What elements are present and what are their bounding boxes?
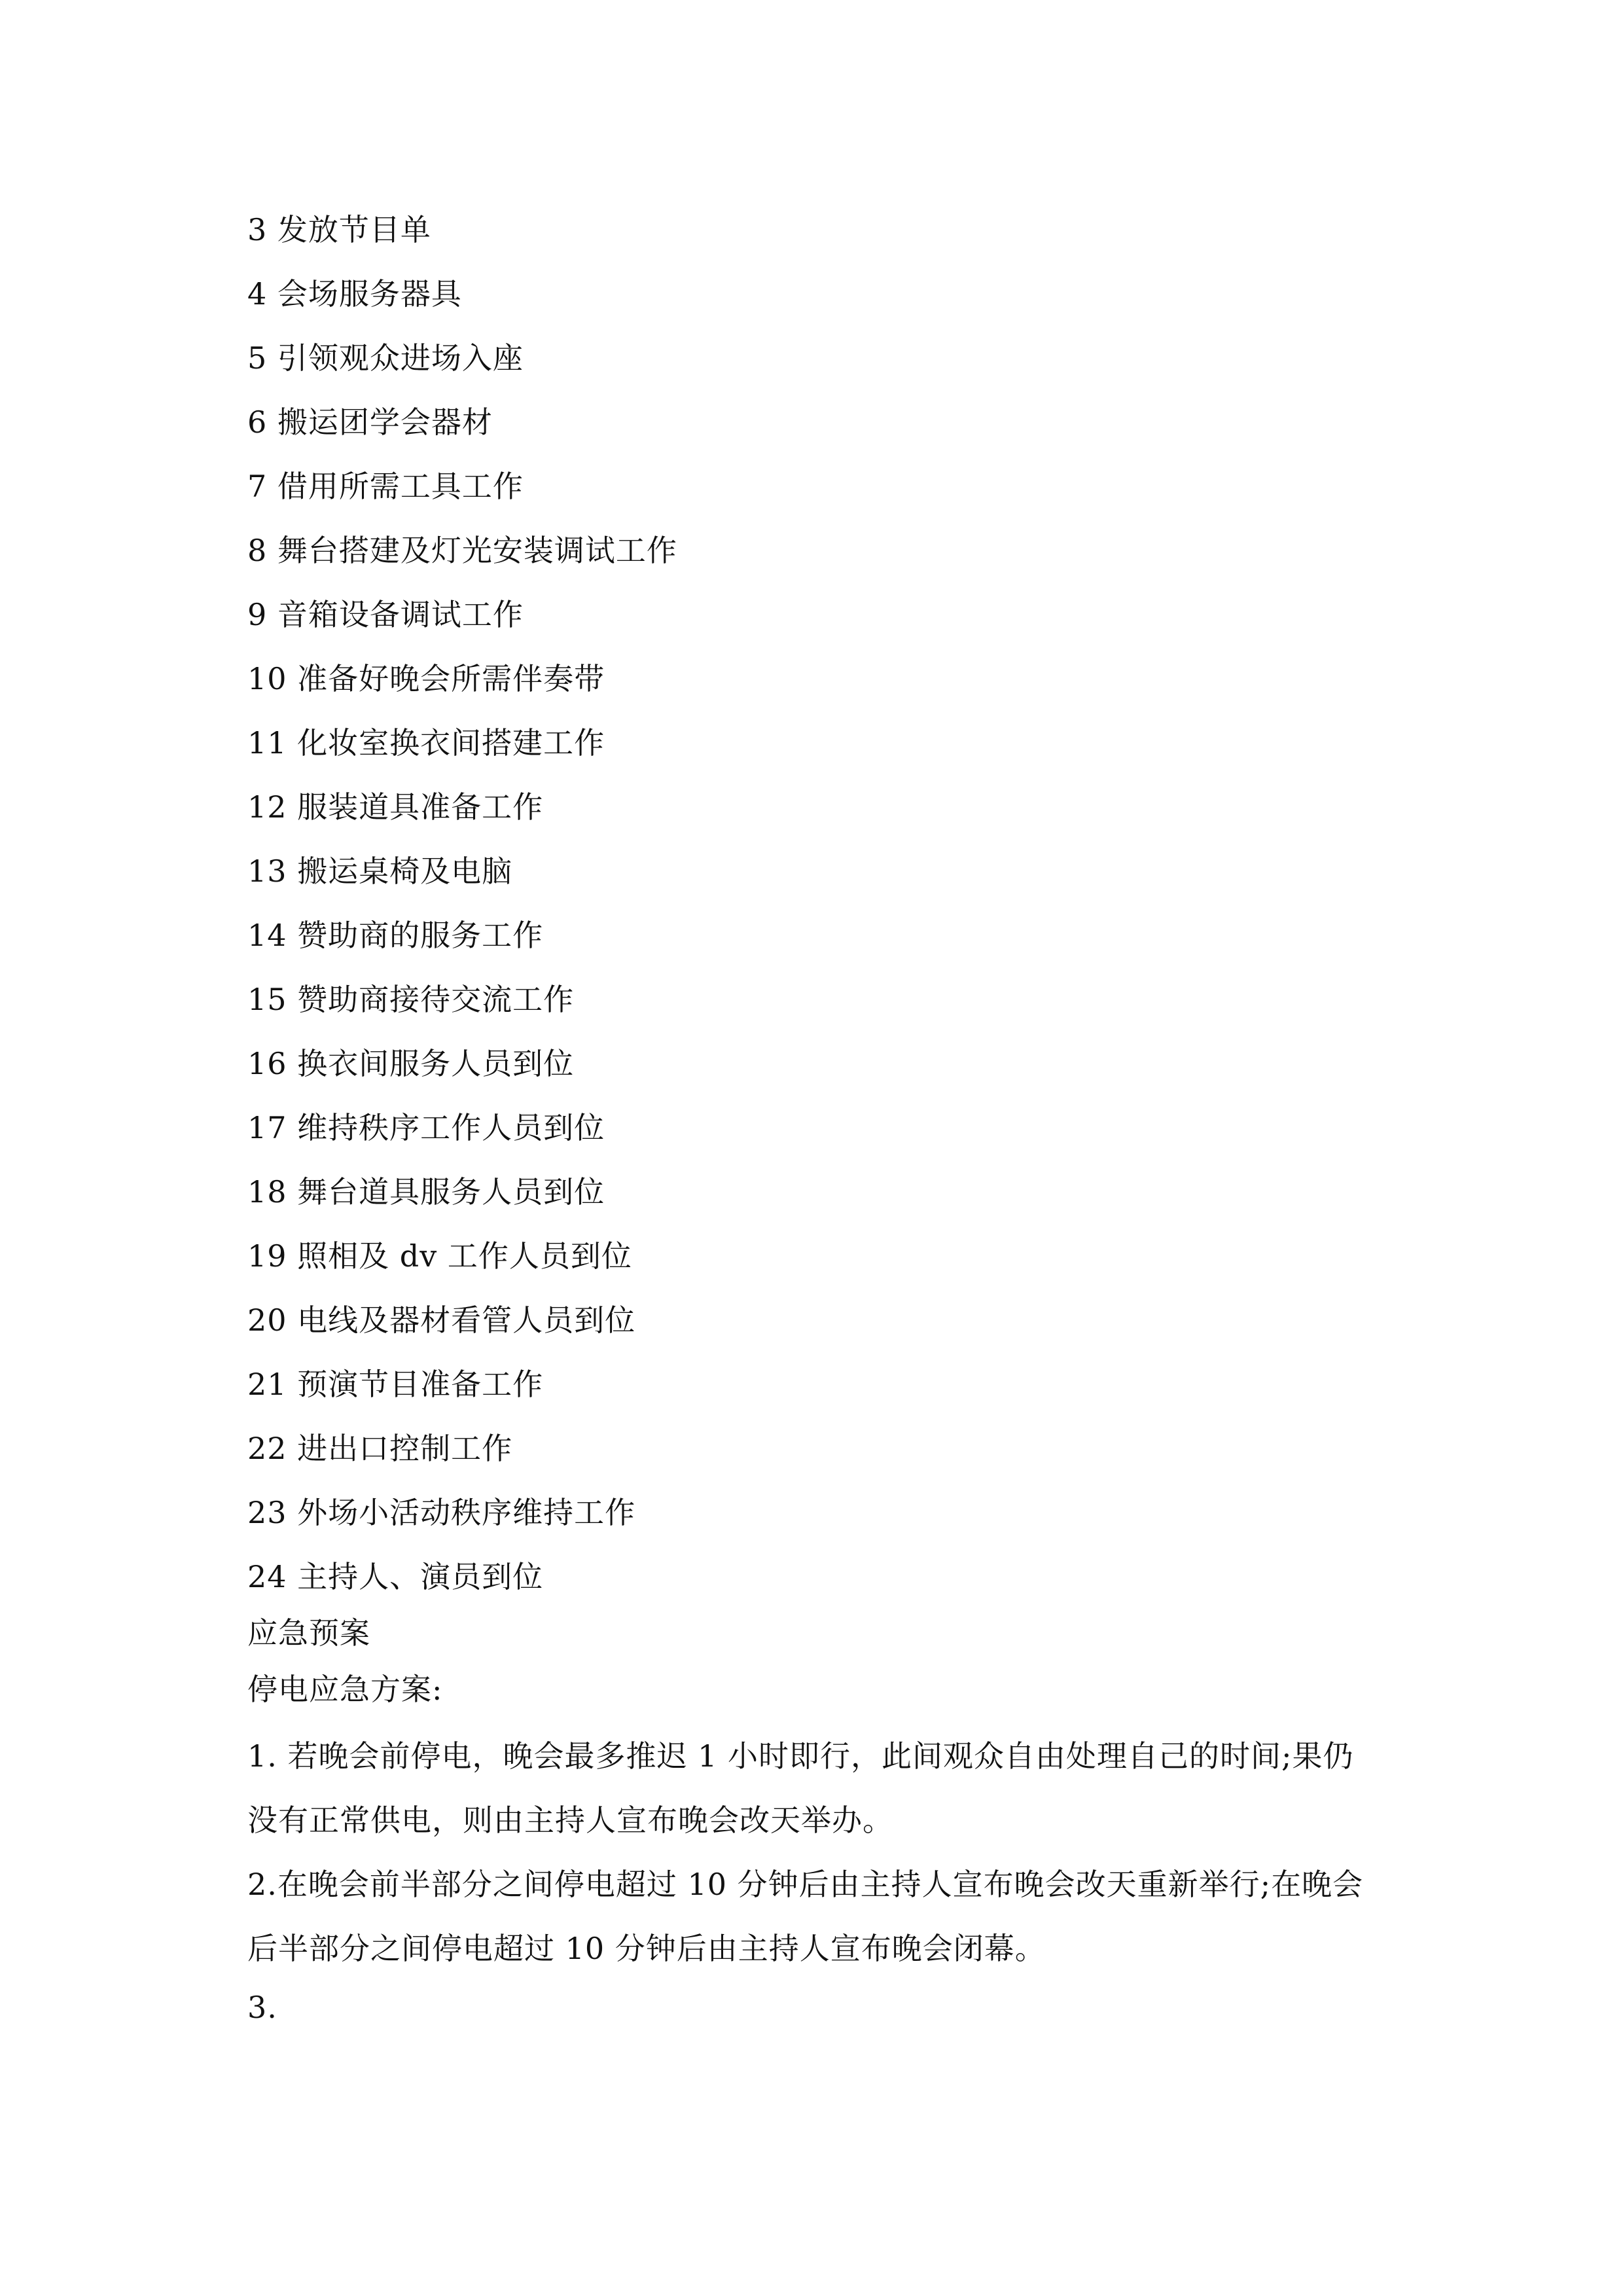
list-item: 15 赞助商接待交流工作 [247,982,575,1017]
list-item: 23 外场小活动秩序维持工作 [247,1495,636,1530]
list-item: 9 音箱设备调试工作 [247,597,524,632]
paragraph-1: 1. 若晚会前停电，晚会最多推迟 1 小时即行，此间观众自由处理自己的时间;果仍没有正常供电，则由主持人宣布晚会改天举办。 [247,1738,1354,1838]
list-item: 20 电线及器材看管人员到位 [247,1302,636,1338]
list-item: 10 准备好晚会所需伴奏带 [247,661,605,696]
list-item: 18 舞台道具服务人员到位 [247,1174,605,1210]
list-item: 8 舞台搭建及灯光安装调试工作 [247,533,677,568]
list-item: 6 搬运团学会器材 [247,404,493,440]
list-item: 16 换衣间服务人员到位 [247,1046,575,1081]
list-item: 7 借用所需工具工作 [247,469,524,504]
section-heading-emergency: 应急预案 [247,1615,370,1651]
list-item: 19 照相及 dv 工作人员到位 [247,1238,632,1274]
list-item: 5 引领观众进场入座 [247,340,524,376]
paragraph-3: 3. [247,1990,277,2025]
document-body [247,208,1380,2050]
list-item: 3 发放节目单 [247,212,431,247]
list-item: 24 主持人、演员到位 [247,1559,544,1594]
list-item: 13 搬运桌椅及电脑 [247,853,513,889]
list-item: 17 维持秩序工作人员到位 [247,1110,605,1145]
list-item: 14 赞助商的服务工作 [247,918,544,953]
section-heading-power-outage: 停电应急方案: [247,1672,443,1707]
list-item: 22 进出口控制工作 [247,1431,513,1466]
list-item: 12 服装道具准备工作 [247,789,544,825]
list-item: 4 会场服务器具 [247,276,462,312]
paragraph-2: 2.在晚会前半部分之间停电超过 10 分钟后由主持人宣布晚会改天重新举行;在晚会后半部分之间停电超过 10 分钟后由主持人宣布晚会闭幕。 [247,1867,1364,1966]
list-item: 11 化妆室换衣间搭建工作 [247,725,605,761]
list-item: 21 预演节目准备工作 [247,1367,544,1402]
